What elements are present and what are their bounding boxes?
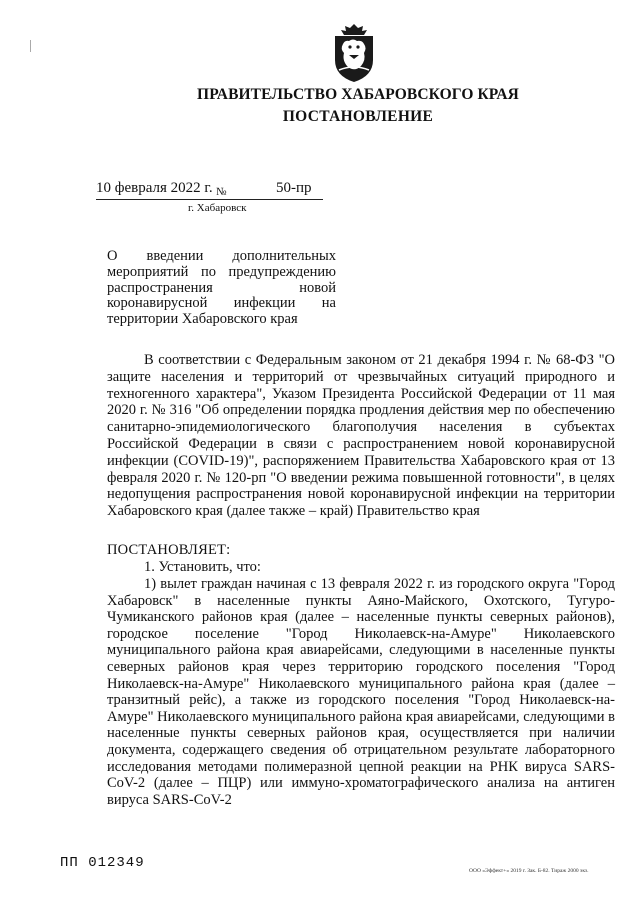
point-1-heading: 1. Установить, что: <box>144 559 261 575</box>
decree-word: ПОСТАНОВЛЯЕТ: <box>107 542 231 558</box>
scan-mark <box>30 40 31 52</box>
document-date: 10 февраля 2022 г. <box>96 180 213 196</box>
document-city: г. Хабаровск <box>188 202 247 214</box>
coat-of-arms-icon <box>331 22 377 84</box>
document-subject: О введении дополнительных мероприятий по предупреждению распространения новой коронавирусной инфекции на территории Хабаровского края <box>107 248 336 328</box>
form-serial-number: ПП 012349 <box>60 855 145 871</box>
document-type: ПОСТАНОВЛЕНИЕ <box>282 108 434 125</box>
printer-imprint: ООО «Эффект+» 2019 г. Зак. Б-82. Тираж 2000 экз. <box>469 868 589 874</box>
date-number-underline <box>96 199 323 200</box>
document-preamble <box>107 352 615 520</box>
number-sign: № <box>216 186 227 198</box>
government-title: ПРАВИТЕЛЬСТВО ХАБАРОВСКОГО КРАЯ <box>197 86 519 103</box>
item-1-paragraph <box>107 576 615 808</box>
preamble-paragraph: В соответствии с Федеральным законом от 21 декабря 1994 г. № 68-ФЗ "О защите населения и территорий от чрезвычайных ситуаций природного и техногенного характера", Указом Президента Российской Федерации от 11 мая 2020 г. № 316 "Об определении порядка продления действия мер по обеспечению санитарно-эпидемиологического благополучия населения в субъектах Российской Федерации в связи с распространением новой коронавирусной инфекции (COVID-19)", распоряжением Правительства Хабаровского края от 13 февраля 2020 г. № 120-рп "О введении режима повышенной готовности", в целях недопущения распространения новой коронавирусной инфекции на территории Хабаровского края (далее также – край) Правительство края <box>107 352 615 520</box>
document-number: 50-пр <box>276 180 312 196</box>
item-1-text: 1) вылет граждан начиная с 13 февраля 2022 г. из городского округа "Город Хабаровск" в населенные пункты Аяно-Майского, Охотского, Тугуро-Чумиканского районов края (далее – населенные пункты северных районов), городское поселение "Город Николаевск-на-Амуре" Николаевского муниципального района края авиарейсами, следующими в населенные пункты северных районов края через территорию городского поселения "Город Николаевск-на-Амуре" Николаевского муниципального района края (далее – транзитный рейс), а также из городского поселения "Город Николаевск-на-Амуре" Николаевского муниципального района края авиарейсами, следующими в населенные пункты северных районов края, осуществляется при наличии документа, содержащего сведения об отрицательном результате лабораторного исследования методами полимеразной цепной реакции на РНК вируса SARS-CoV-2 (далее – ПЦР) или иммуно-хроматографического анализа на антиген вируса SARS-CoV-2 <box>107 576 615 808</box>
